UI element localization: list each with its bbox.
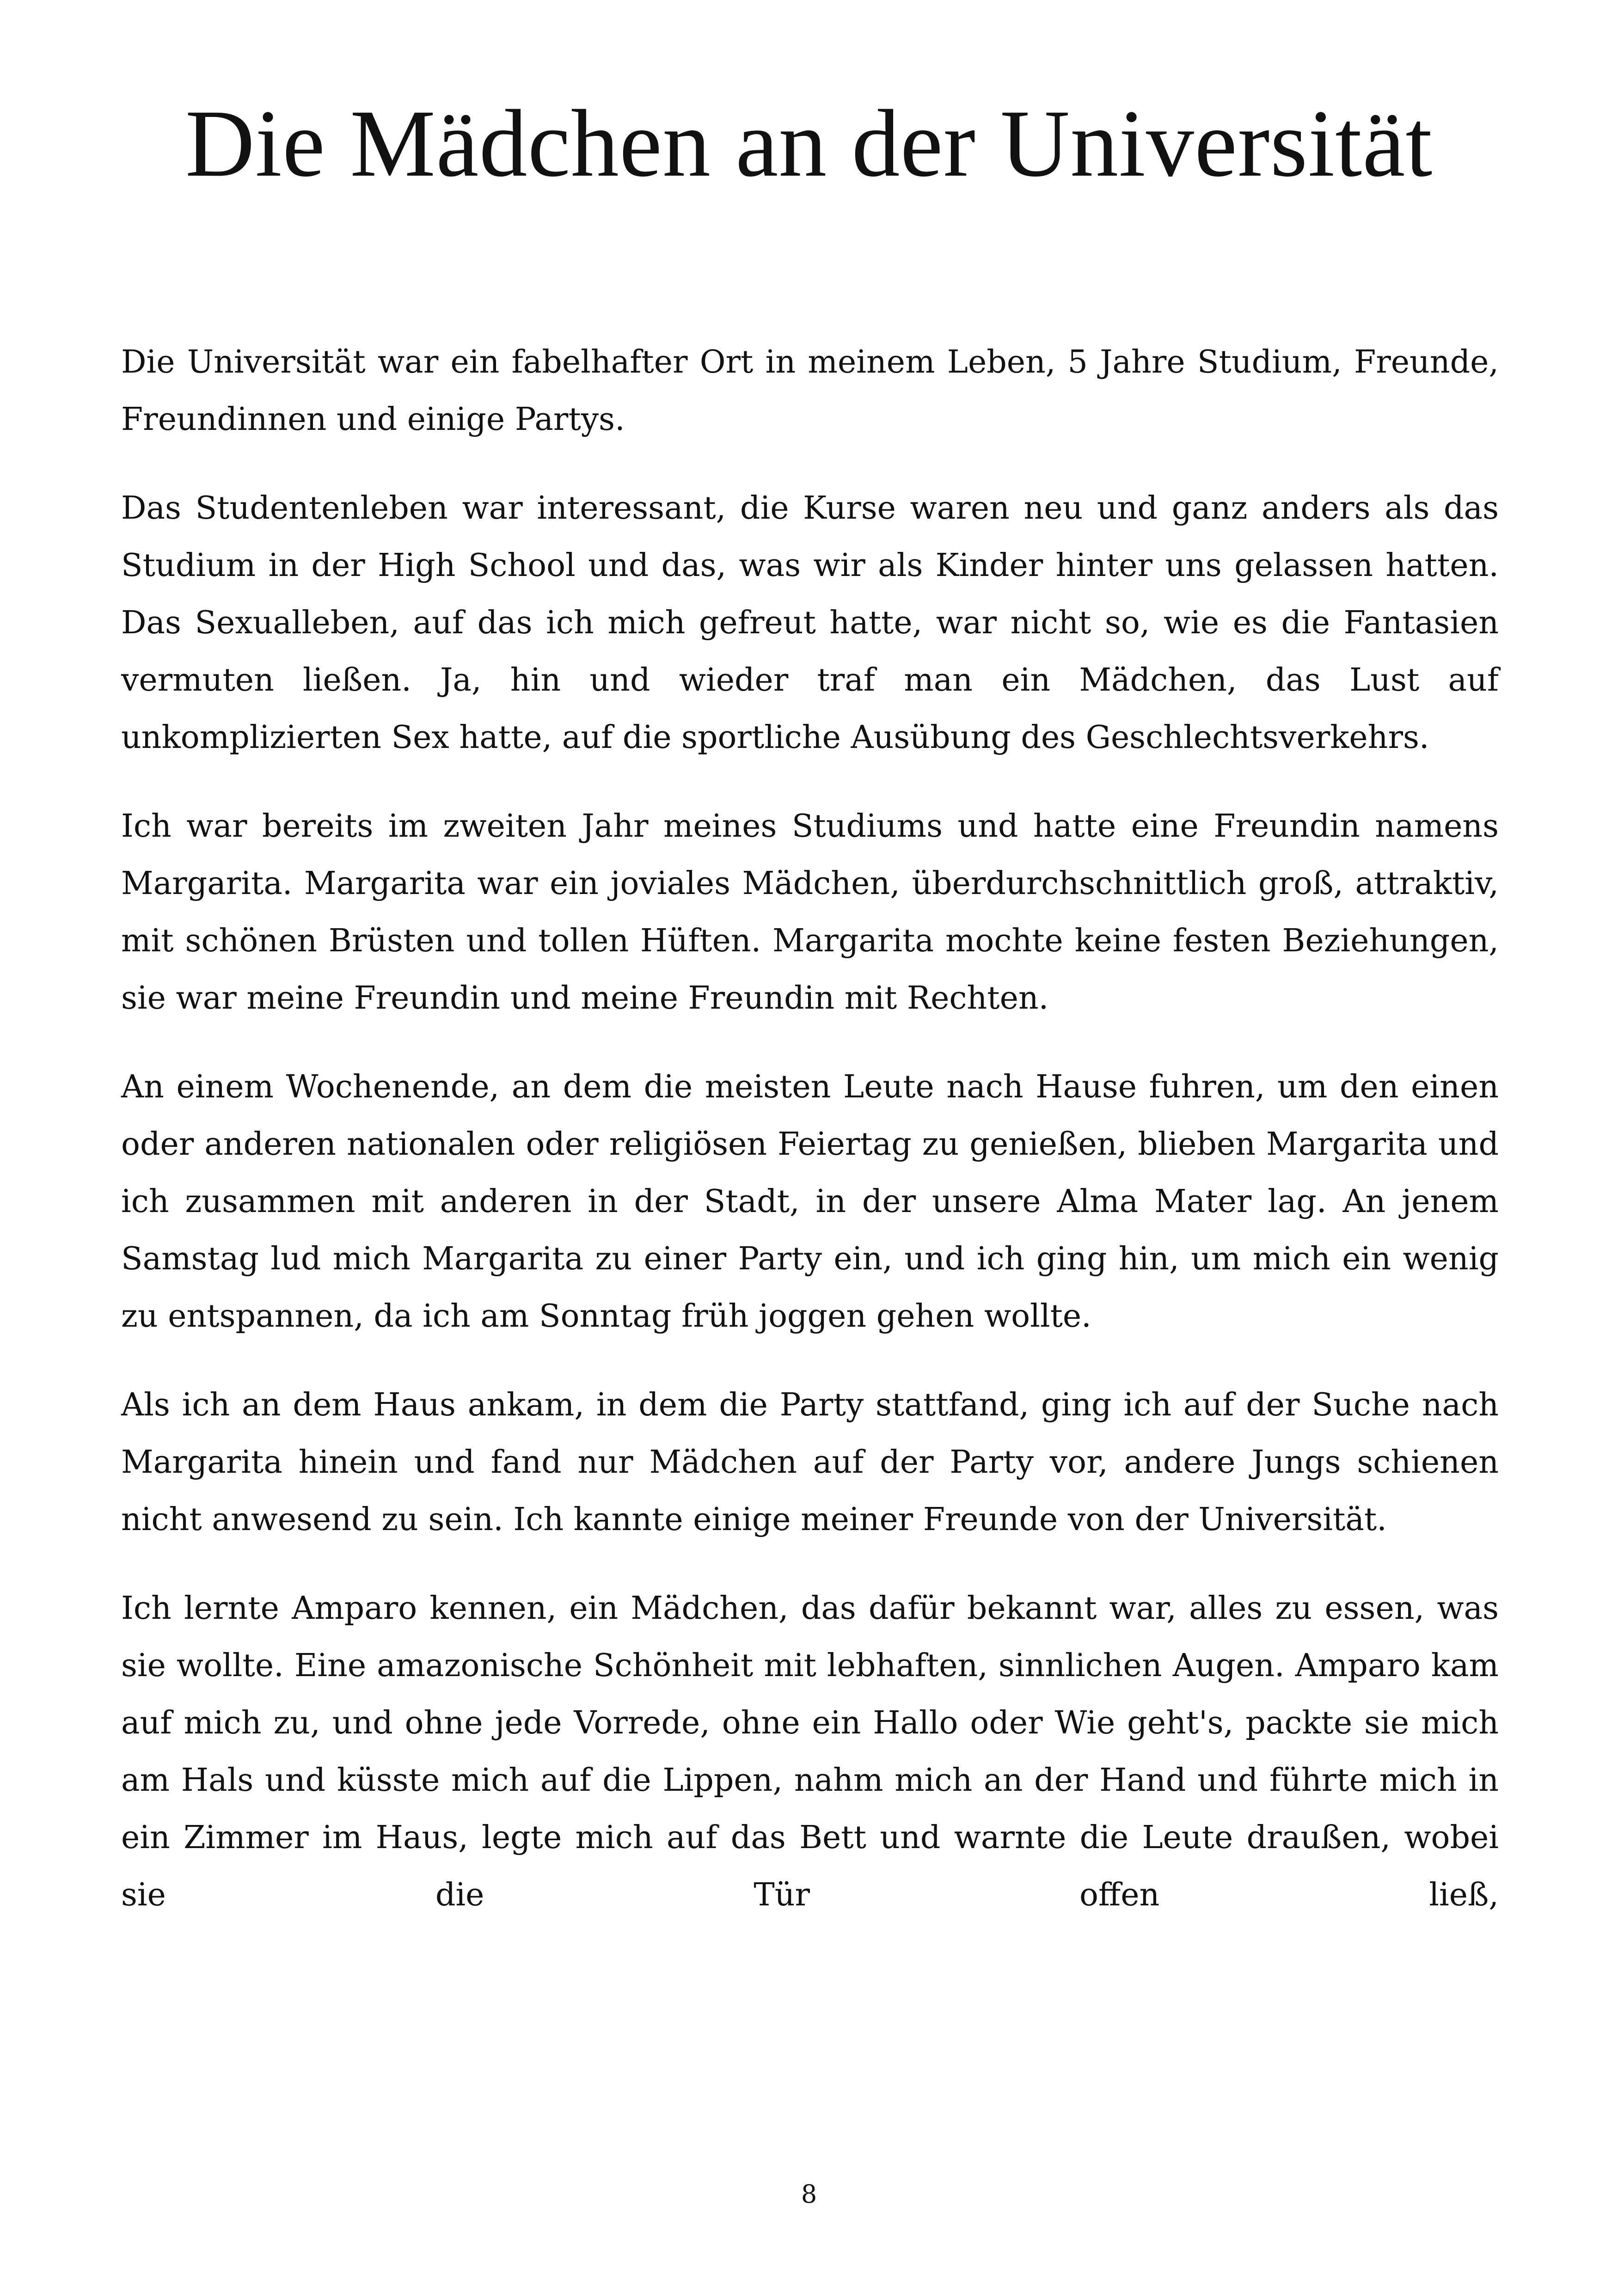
- paragraph-5: Als ich an dem Haus ankam, in dem die Party stattfand, ging ich auf der Suche nach Margarita hinein und fand nur Mädchen auf der Party vor, andere Jungs schienen nicht anwesend zu sein. Ich kannte einige meiner Freunde von der Universität.: [121, 1387, 1499, 1538]
- page-title: Die Mädchen an der Universität: [185, 90, 1433, 196]
- paragraph-2: Das Studentenleben war interessant, die Kurse waren neu und ganz anders als das Studium in der High School und das, was wir als Kinder hinter uns gelassen hatten. Das Sexualleben, auf das ich mich gefreut hatte, war nicht so, wie es die Fantasien vermuten ließen. Ja, hin und wieder traf man ein Mädchen, das Lust auf unkomplizierten Sex hatte, auf die sportliche Ausübung des Geschlechtsverkehrs.: [121, 490, 1499, 756]
- paragraph-4: An einem Wochenende, an dem die meisten Leute nach Hause fuhren, um den einen oder anderen nationalen oder religiösen Feiertag zu genießen, blieben Margarita und ich zusammen mit anderen in der Stadt, in der unsere Alma Mater lag. An jenem Samstag lud mich Margarita zu einer Party ein, und ich ging hin, um mich ein wenig zu entspannen, da ich am Sonntag früh joggen gehen wollte.: [121, 1069, 1499, 1335]
- body-text: [121, 334, 1499, 1955]
- paragraph-6: Ich lernte Amparo kennen, ein Mädchen, das dafür bekannt war, alles zu essen, was sie wollte. Eine amazonische Schönheit mit lebhaften, sinnlichen Augen. Amparo kam auf mich zu, und ohne jede Vorrede, ohne ein Hallo oder Wie geht's, packte sie mich am Hals und küsste mich auf die Lippen, nahm mich an der Hand und führte mich in ein Zimmer im Haus, legte mich auf das Bett und warnte die Leute draußen, wobei sie die Tür offen ließ,: [121, 1590, 1499, 1913]
- paragraph-3: Ich war bereits im zweiten Jahr meines Studiums und hatte eine Freundin namens Margarita. Margarita war ein joviales Mädchen, überdurchschnittlich groß, attraktiv, mit schönen Brüsten und tollen Hüften. Margarita mochte keine festen Beziehungen, sie war meine Freundin und meine Freundin mit Rechten.: [121, 808, 1499, 1016]
- page-number: 8: [801, 2180, 817, 2209]
- paragraph-1: Die Universität war ein fabelhafter Ort in meinem Leben, 5 Jahre Studium, Freunde, Freundinnen und einige Partys.: [121, 344, 1499, 438]
